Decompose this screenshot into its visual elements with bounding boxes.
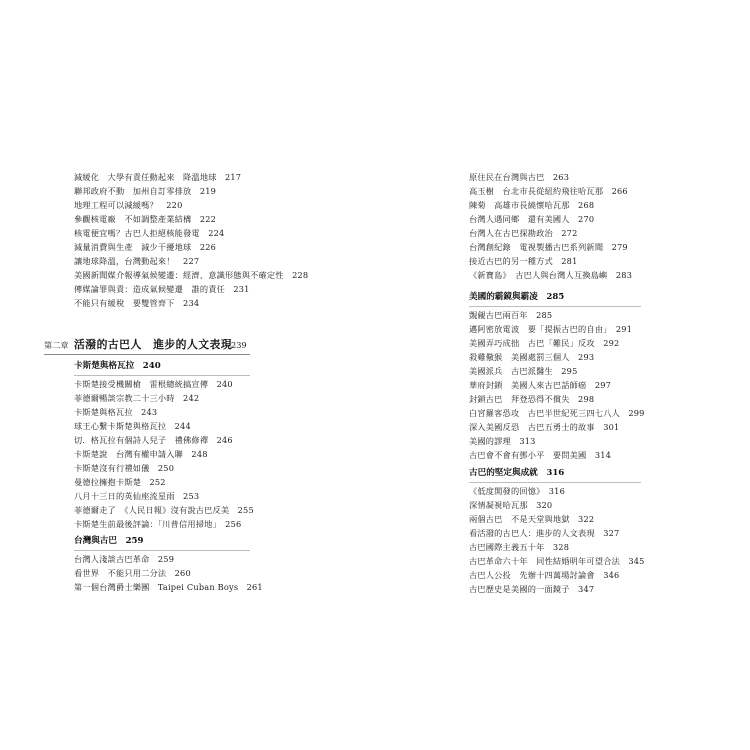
toc-entry[interactable]: 卡斯楚說 台灣有權申請入聯 248 <box>74 449 208 459</box>
section-title[interactable]: 美國的霸鏡與霸凌 285 <box>469 292 565 302</box>
chapter-page-number: 239 <box>231 340 247 350</box>
section-divider <box>469 306 641 307</box>
toc-entry[interactable]: 菲德爾走了 《人民日報》沒有說古巴反美 255 <box>74 505 254 515</box>
chapter-divider <box>44 354 250 355</box>
chapter-title[interactable]: 活潑的古巴人 進步的人文表現 <box>74 338 233 351</box>
toc-entry[interactable]: 卡斯楚生前最後評論：「川普信用掃地」 256 <box>74 519 242 529</box>
toc-entry[interactable]: 覬覦古巴兩百年 285 <box>469 310 553 320</box>
toc-entry[interactable]: 兩個古巴 不是天堂與地獄 322 <box>469 514 595 524</box>
toc-entry[interactable]: 接近古巴的另一種方式 281 <box>469 256 578 266</box>
section-title[interactable]: 古巴的堅定與成就 316 <box>469 468 565 478</box>
toc-entry[interactable]: 曼德拉擁抱卡斯楚 252 <box>74 477 166 487</box>
toc-entry[interactable]: 讓地球降溫，台灣動起來！ 227 <box>74 256 200 266</box>
toc-entry[interactable]: 卡斯楚接受機關槍 雷根總統搞宣傳 240 <box>74 379 233 389</box>
toc-entry[interactable]: 八月十三日的英仙座流星雨 253 <box>74 491 200 501</box>
toc-entry[interactable]: 高玉樹 台北市長從紐約飛往哈瓦那 266 <box>469 186 628 196</box>
toc-entry[interactable]: 看世界 不能只用二分法 260 <box>74 568 191 578</box>
toc-entry[interactable]: 菲德爾暢談宗教二十三小時 242 <box>74 393 200 403</box>
toc-entry[interactable]: 台灣人在古巴探勘政治 272 <box>469 228 578 238</box>
section-divider <box>469 482 641 483</box>
toc-entry[interactable]: 核電便宜嗎？古巴人拒絕核能發電 224 <box>74 228 225 238</box>
toc-entry[interactable]: 深情凝視哈瓦那 320 <box>469 500 553 510</box>
toc-entry[interactable]: 原住民在台灣與古巴 263 <box>469 172 570 182</box>
section-title[interactable]: 台灣與古巴 259 <box>74 536 144 546</box>
toc-entry[interactable]: 第一個台灣爵士樂團 Taipei Cuban Boys 261 <box>74 582 263 592</box>
toc-entry[interactable]: 切．格瓦拉有個詩人兒子 禮佛修禪 246 <box>74 435 233 445</box>
section-title[interactable]: 卡斯楚與格瓦拉 240 <box>74 361 161 371</box>
toc-entry[interactable]: 殺雞儆猴 美國處罰三個人 293 <box>469 352 595 362</box>
toc-entry[interactable]: 邁阿密放電波 要「提振古巴的自由」 291 <box>469 324 633 334</box>
toc-entry[interactable]: 卡斯楚沒有行禮如儀 250 <box>74 463 175 473</box>
toc-entry[interactable]: 美國的謬理 313 <box>469 436 536 446</box>
toc-entry[interactable]: 《低度開發的回憶》 316 <box>469 486 566 496</box>
toc-entry[interactable]: 聯邦政府不動 加州自訂零排放 219 <box>74 186 217 196</box>
toc-entry[interactable]: 減緩化 大學有責任動起來 降溫地球 217 <box>74 172 242 182</box>
toc-entry[interactable]: 古巴國際主義五十年 328 <box>469 542 570 552</box>
toc-entry[interactable]: 地理工程可以減緩嗎？ 220 <box>74 200 183 210</box>
toc-entry[interactable]: 深入美國反恐 古巴五勇士的故事 301 <box>469 422 620 432</box>
section-divider <box>74 550 250 551</box>
toc-entry[interactable]: 不能只有緩稅 要雙管齊下 234 <box>74 298 200 308</box>
toc-entry[interactable]: 減量消費與生產 減少干擾地球 226 <box>74 242 217 252</box>
toc-entry[interactable]: 美國新聞媒介報導氣候變遷：經濟、意識形態與不確定性 228 <box>74 270 309 280</box>
toc-entry[interactable]: 傳媒論罪與責：造成氣候變遷 誰的責任 231 <box>74 284 250 294</box>
toc-entry[interactable]: 卡斯楚與格瓦拉 243 <box>74 407 158 417</box>
toc-entry[interactable]: 《新寶島》 古巴人與台灣人互換島嶼 283 <box>469 270 633 280</box>
toc-entry[interactable]: 陳菊 高雄市長繞懷哈瓦那 268 <box>469 200 595 210</box>
toc-entry[interactable]: 台灣創紀錄 電視製播古巴系列新聞 279 <box>469 242 628 252</box>
toc-entry[interactable]: 球王心繫卡斯楚與格瓦拉 244 <box>74 421 191 431</box>
toc-entry[interactable]: 古巴革命六十年 同性結婚明年可望合法 345 <box>469 556 645 566</box>
toc-entry[interactable]: 看活潑的古巴人：進步的人文表現 327 <box>469 528 620 538</box>
section-divider <box>74 375 250 376</box>
chapter-label: 第二章 <box>44 340 69 350</box>
toc-entry[interactable]: 白宮羅客恐攻 古巴半世紀死三四七八人 299 <box>469 408 645 418</box>
toc-entry[interactable]: 古巴會不會有鄧小平 要問美國 314 <box>469 450 612 460</box>
toc-entry[interactable]: 華府封鎖 美國人來古巴話師癌 297 <box>469 380 612 390</box>
toc-entry[interactable]: 美國派兵 古巴派醫生 295 <box>469 366 578 376</box>
toc-entry[interactable]: 台灣人淺談古巴革命 259 <box>74 554 175 564</box>
toc-entry[interactable]: 古巴歷史是美國的一面鏡子 347 <box>469 584 595 594</box>
toc-entry[interactable]: 古巴人公投 先辦十四萬場討論會 346 <box>469 570 620 580</box>
toc-entry[interactable]: 參觀核電廠 不如調整產業結構 222 <box>74 214 217 224</box>
toc-entry[interactable]: 台灣人遇同鄉 還有美國人 270 <box>469 214 595 224</box>
toc-entry[interactable]: 美國弄巧成拙 古巴「難民」反攻 292 <box>469 338 620 348</box>
toc-entry[interactable]: 封鎖古巴 拜登恐得不償失 298 <box>469 394 595 404</box>
